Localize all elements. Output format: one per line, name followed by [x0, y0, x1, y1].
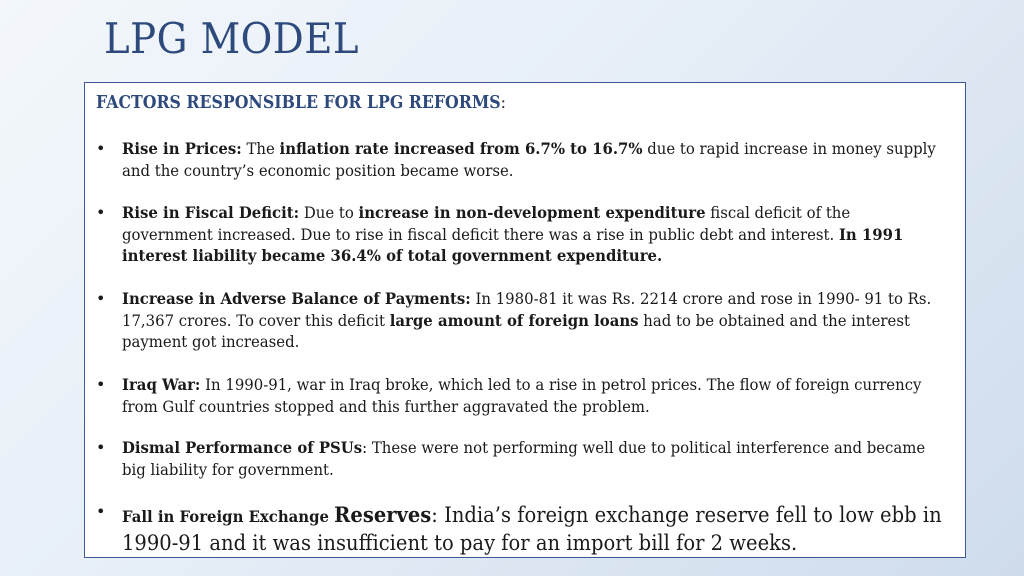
bullet-icon: • — [96, 438, 106, 457]
item-emphasis: inflation rate increased from 6.7% to 16.7% — [279, 139, 643, 158]
list-item-rise-in-prices — [96, 138, 956, 181]
content-box — [84, 82, 966, 558]
list-item-psus — [96, 437, 956, 480]
bullet-icon: • — [96, 203, 106, 222]
item-text: due to rapid increase in money supply and the country’s economic position became worse. — [122, 139, 936, 180]
item-text: had to be obtained and the interest payment got increased. — [122, 310, 910, 351]
item-text: : India’s foreign exchange reserve fell to low ebb in 1990-91 and it was insufficient to pay for an import bill for 2 weeks. — [122, 503, 942, 555]
item-text: Due to — [299, 203, 359, 222]
list-item-iraq-war — [96, 374, 956, 417]
item-text: In 1990-91, war in Iraq broke, which led to a rise in petrol prices. The flow of foreign currency from Gulf countries stopped and this further aggravated the problem. — [122, 375, 922, 416]
bullet-icon: • — [96, 289, 106, 308]
item-label: Increase in Adverse Balance of Payments: — [122, 289, 471, 308]
section-heading-text: FACTORS RESPONSIBLE FOR LPG REFORMS — [96, 93, 501, 113]
item-text: fiscal deficit of the government increased. Due to rise in fiscal deficit there was a rise in public debt and interest. — [122, 203, 851, 244]
item-label-large: Reserves — [334, 502, 432, 527]
section-heading — [96, 93, 506, 113]
item-label: Iraq War: — [122, 375, 201, 394]
slide-title: LPG MODEL — [104, 14, 360, 63]
item-text: The — [241, 139, 280, 158]
section-heading-colon: : — [500, 93, 506, 113]
item-emphasis: In 1991 interest liability became 36.4% of total government expenditure. — [122, 224, 904, 265]
item-text: : These were not performing well due to political interference and became big liability for government. — [122, 438, 926, 479]
bullet-icon: • — [96, 502, 106, 521]
item-emphasis: increase in non-development expenditure — [358, 203, 706, 222]
list-item-fiscal-deficit — [96, 202, 956, 267]
list-item-balance-of-payments — [96, 288, 956, 353]
item-label: Rise in Prices: — [122, 139, 242, 158]
item-label: Rise in Fiscal Deficit: — [122, 203, 300, 222]
item-label: Fall in Foreign Exchange — [122, 507, 335, 526]
list-item-forex-reserves — [96, 501, 956, 557]
bullet-icon: • — [96, 375, 106, 394]
item-label: Dismal Performance of PSUs — [122, 438, 363, 457]
bullet-icon: • — [96, 139, 106, 158]
item-text: In 1980-81 it was Rs. 2214 crore and rose in 1990- 91 to Rs. 17,367 crores. To cover this deficit — [122, 289, 932, 330]
item-emphasis: large amount of foreign loans — [389, 310, 639, 330]
